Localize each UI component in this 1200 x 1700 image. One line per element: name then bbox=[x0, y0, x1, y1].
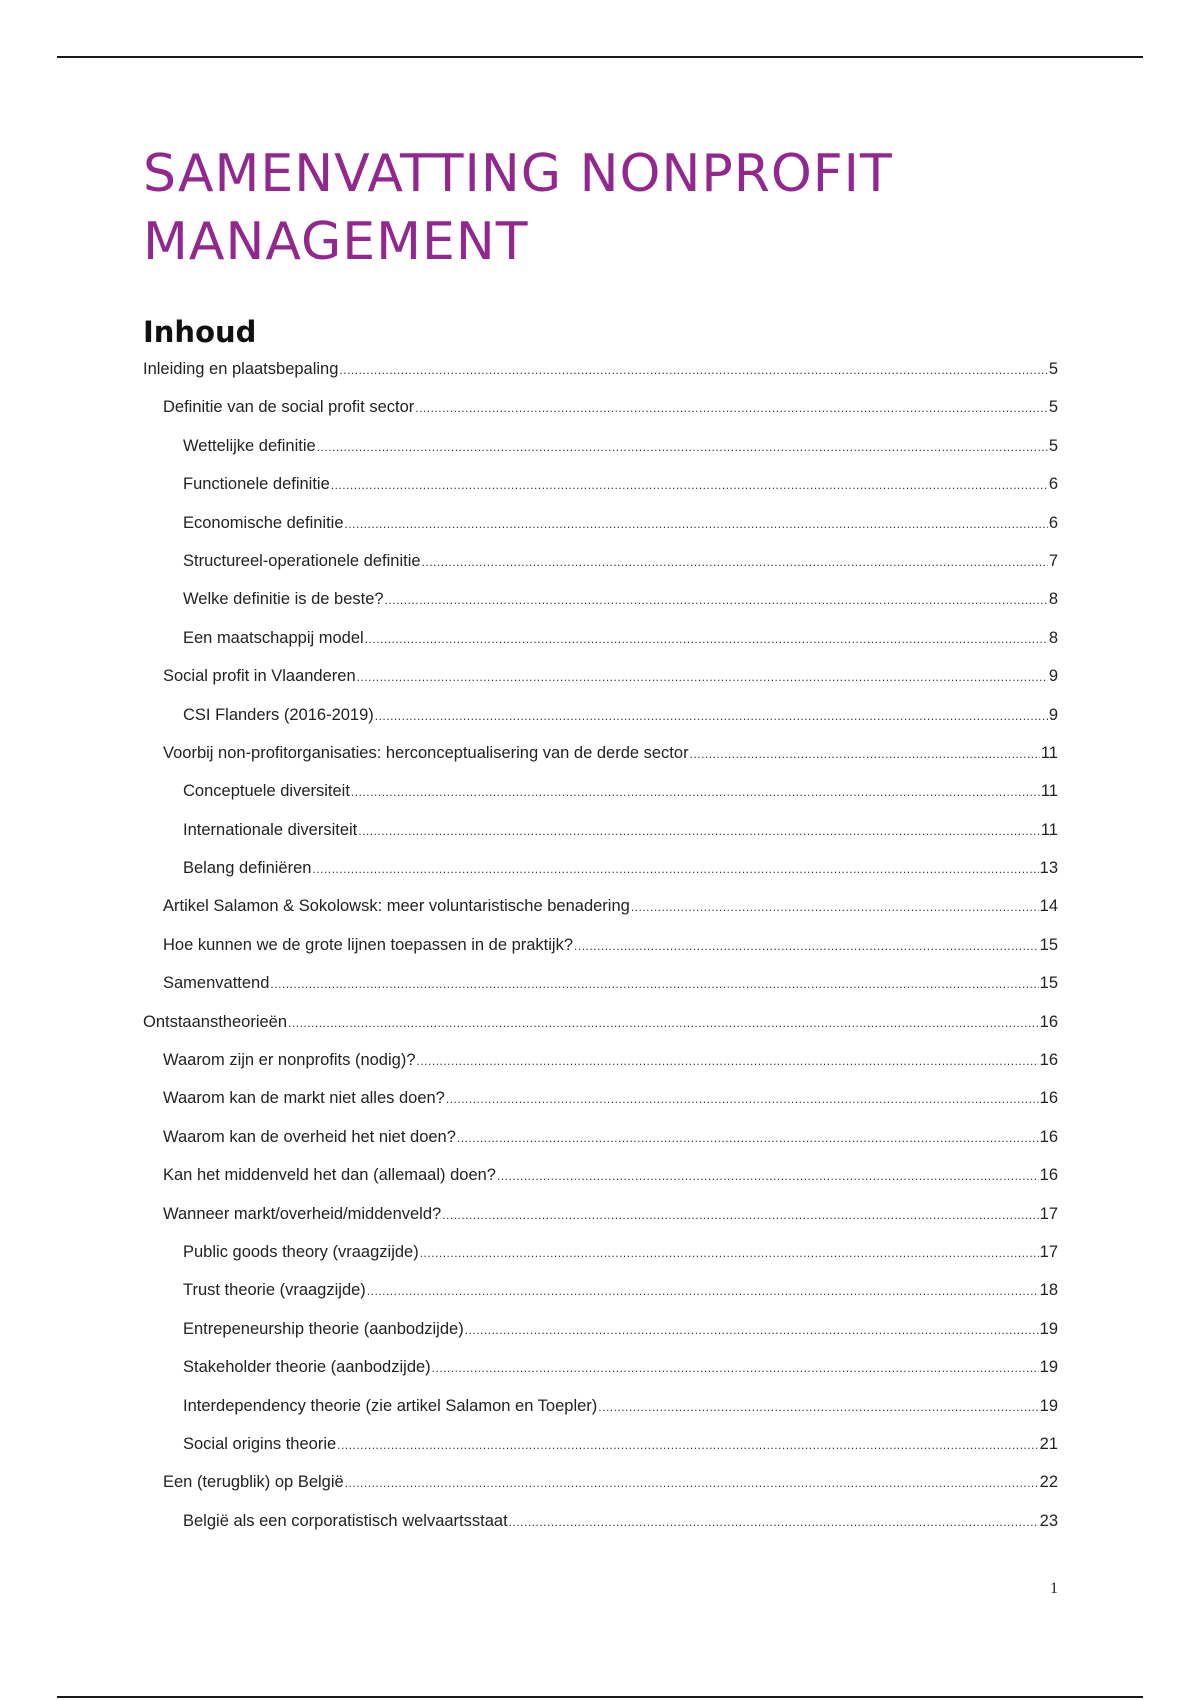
toc-entry[interactable] bbox=[143, 1320, 1058, 1358]
toc-entry-label: Economische definitie bbox=[183, 513, 344, 532]
toc-entry-label: Definitie van de social profit sector bbox=[163, 398, 415, 417]
toc-dot-leader bbox=[345, 1476, 1039, 1490]
document-page bbox=[143, 140, 1058, 1550]
toc-entry[interactable] bbox=[143, 1397, 1058, 1435]
toc-dot-leader bbox=[417, 1054, 1039, 1068]
toc-entry-label: Social origins theorie bbox=[183, 1434, 337, 1453]
toc-entry[interactable] bbox=[143, 514, 1058, 552]
toc-entry-label: Hoe kunnen we de grote lijnen toepassen in de praktijk? bbox=[163, 935, 574, 954]
toc-entry-page: 6 bbox=[1048, 513, 1058, 532]
toc-entry[interactable] bbox=[143, 1243, 1058, 1281]
toc-entry[interactable] bbox=[143, 706, 1058, 744]
toc-entry[interactable] bbox=[143, 437, 1058, 475]
toc-entry-label: Ontstaanstheorieën bbox=[143, 1012, 288, 1031]
toc-entry[interactable] bbox=[143, 936, 1058, 974]
toc-entry[interactable] bbox=[143, 1473, 1058, 1511]
toc-dot-leader bbox=[415, 401, 1048, 415]
toc-entry-page: 6 bbox=[1048, 475, 1058, 494]
toc-dot-leader bbox=[358, 824, 1040, 838]
toc-entry-label: Wettelijke definitie bbox=[183, 436, 316, 455]
toc-dot-leader bbox=[367, 1284, 1039, 1298]
toc-entry-page: 17 bbox=[1039, 1204, 1058, 1223]
toc-dot-leader bbox=[375, 709, 1048, 723]
toc-entry[interactable] bbox=[143, 821, 1058, 859]
toc-entry[interactable] bbox=[143, 1089, 1058, 1127]
toc-dot-leader bbox=[385, 593, 1048, 607]
toc-entry[interactable] bbox=[143, 1166, 1058, 1204]
toc-entry-page: 19 bbox=[1039, 1319, 1058, 1338]
table-of-contents bbox=[143, 360, 1058, 1550]
toc-dot-leader bbox=[288, 1016, 1039, 1030]
toc-entry-page: 5 bbox=[1048, 360, 1058, 378]
toc-entry-page: 15 bbox=[1039, 974, 1058, 993]
toc-dot-leader bbox=[337, 1438, 1038, 1452]
toc-dot-leader bbox=[312, 862, 1038, 876]
toc-dot-leader bbox=[690, 747, 1040, 761]
toc-entry-page: 11 bbox=[1040, 743, 1058, 762]
footer-rule bbox=[57, 1696, 1143, 1698]
toc-entry-page: 7 bbox=[1048, 551, 1058, 570]
toc-entry[interactable] bbox=[143, 667, 1058, 705]
toc-entry-label: Inleiding en plaatsbepaling bbox=[143, 360, 339, 378]
toc-entry-label: Conceptuele diversiteit bbox=[183, 782, 350, 801]
toc-entry[interactable] bbox=[143, 475, 1058, 513]
toc-entry-label: Wanneer markt/overheid/middenveld? bbox=[163, 1204, 442, 1223]
toc-entry[interactable] bbox=[143, 782, 1058, 820]
toc-entry-label: Voorbij non-profitorganisaties: herconceptualisering van de derde sector bbox=[163, 743, 689, 762]
toc-entry-page: 16 bbox=[1039, 1051, 1058, 1070]
toc-entry-page: 19 bbox=[1039, 1396, 1058, 1415]
toc-entry-page: 9 bbox=[1048, 667, 1058, 686]
toc-entry-label: Waarom kan de overheid het niet doen? bbox=[163, 1127, 456, 1146]
toc-entry-label: Entrepeneurship theorie (aanbodzijde) bbox=[183, 1319, 464, 1338]
toc-entry[interactable] bbox=[143, 1358, 1058, 1396]
toc-dot-leader bbox=[420, 1246, 1039, 1260]
toc-dot-leader bbox=[331, 478, 1048, 492]
toc-dot-leader bbox=[442, 1208, 1038, 1222]
toc-entry[interactable] bbox=[143, 1435, 1058, 1473]
toc-entry-label: België als een corporatistisch welvaartsstaat bbox=[183, 1511, 508, 1530]
toc-dot-leader bbox=[497, 1169, 1039, 1183]
toc-entry[interactable] bbox=[143, 1281, 1058, 1319]
toc-dot-leader bbox=[432, 1361, 1039, 1375]
toc-entry[interactable] bbox=[143, 1128, 1058, 1166]
toc-entry[interactable] bbox=[143, 590, 1058, 628]
toc-entry[interactable] bbox=[143, 1051, 1058, 1089]
toc-entry-page: 5 bbox=[1048, 436, 1058, 455]
toc-entry-page: 19 bbox=[1039, 1358, 1058, 1377]
toc-entry-label: CSI Flanders (2016-2019) bbox=[183, 705, 374, 724]
page-number: 1 bbox=[1050, 1580, 1058, 1597]
toc-dot-leader bbox=[351, 785, 1040, 799]
toc-entry-page: 5 bbox=[1048, 398, 1058, 417]
toc-entry-page: 21 bbox=[1039, 1434, 1058, 1453]
toc-entry[interactable] bbox=[143, 1512, 1058, 1550]
toc-entry-page: 11 bbox=[1040, 782, 1058, 801]
toc-entry-page: 16 bbox=[1039, 1166, 1058, 1185]
toc-entry-label: Een (terugblik) op België bbox=[163, 1473, 344, 1492]
toc-dot-leader bbox=[345, 517, 1048, 531]
toc-entry[interactable] bbox=[143, 859, 1058, 897]
toc-dot-leader bbox=[339, 363, 1047, 377]
toc-entry-page: 17 bbox=[1039, 1242, 1058, 1261]
toc-dot-leader bbox=[357, 670, 1048, 684]
toc-entry-label: Artikel Salamon & Sokolowsk: meer voluntaristische benadering bbox=[163, 897, 630, 916]
toc-entry-label: Structureel-operationele definitie bbox=[183, 551, 421, 570]
toc-dot-leader bbox=[457, 1131, 1039, 1145]
toc-entry[interactable] bbox=[143, 552, 1058, 590]
toc-entry[interactable] bbox=[143, 629, 1058, 667]
toc-entry-label: Welke definitie is de beste? bbox=[183, 590, 384, 609]
toc-heading: Inhoud bbox=[143, 315, 257, 349]
toc-entry[interactable] bbox=[143, 398, 1058, 436]
toc-entry-page: 9 bbox=[1048, 705, 1058, 724]
toc-entry-label: Waarom zijn er nonprofits (nodig)? bbox=[163, 1051, 416, 1070]
toc-entry-label: Samenvattend bbox=[163, 974, 270, 993]
toc-entry[interactable] bbox=[143, 1013, 1058, 1051]
document-title: SAMENVATTING NONPROFIT MANAGEMENT bbox=[143, 144, 893, 272]
toc-entry[interactable] bbox=[143, 1205, 1058, 1243]
header-rule bbox=[57, 56, 1143, 58]
toc-dot-leader bbox=[446, 1092, 1039, 1106]
toc-entry-page: 23 bbox=[1039, 1511, 1058, 1530]
toc-entry-page: 13 bbox=[1039, 859, 1058, 878]
toc-entry[interactable] bbox=[143, 974, 1058, 1012]
toc-entry-page: 15 bbox=[1039, 935, 1058, 954]
toc-dot-leader bbox=[465, 1323, 1039, 1337]
toc-dot-leader bbox=[365, 632, 1048, 646]
toc-entry-page: 14 bbox=[1039, 897, 1058, 916]
toc-entry-page: 8 bbox=[1048, 628, 1058, 647]
toc-entry[interactable] bbox=[143, 897, 1058, 935]
toc-entry-label: Functionele definitie bbox=[183, 475, 330, 494]
toc-entry-label: Waarom kan de markt niet alles doen? bbox=[163, 1089, 445, 1108]
toc-dot-leader bbox=[574, 939, 1039, 953]
toc-dot-leader bbox=[317, 440, 1048, 454]
toc-dot-leader bbox=[270, 977, 1038, 991]
toc-entry-label: Stakeholder theorie (aanbodzijde) bbox=[183, 1358, 431, 1377]
toc-dot-leader bbox=[509, 1515, 1039, 1529]
toc-entry-label: Een maatschappij model bbox=[183, 628, 364, 647]
toc-dot-leader bbox=[631, 900, 1039, 914]
toc-entry-label: Trust theorie (vraagzijde) bbox=[183, 1281, 366, 1300]
toc-entry-page: 22 bbox=[1039, 1473, 1058, 1492]
toc-dot-leader bbox=[422, 555, 1048, 569]
toc-entry-label: Belang definiëren bbox=[183, 859, 312, 878]
toc-dot-leader bbox=[598, 1400, 1038, 1414]
toc-entry-label: Interdependency theorie (zie artikel Salamon en Toepler) bbox=[183, 1396, 598, 1415]
toc-entry[interactable] bbox=[143, 744, 1058, 782]
toc-entry-label: Internationale diversiteit bbox=[183, 820, 358, 839]
toc-entry-page: 16 bbox=[1039, 1089, 1058, 1108]
toc-entry-page: 16 bbox=[1039, 1127, 1058, 1146]
toc-entry-label: Social profit in Vlaanderen bbox=[163, 667, 356, 686]
toc-entry-page: 11 bbox=[1040, 820, 1058, 839]
toc-entry-label: Public goods theory (vraagzijde) bbox=[183, 1242, 419, 1261]
toc-entry[interactable] bbox=[143, 360, 1058, 398]
toc-entry-label: Kan het middenveld het dan (allemaal) doen? bbox=[163, 1166, 496, 1185]
toc-entry-page: 8 bbox=[1048, 590, 1058, 609]
toc-entry-page: 16 bbox=[1039, 1012, 1058, 1031]
toc-entry-page: 18 bbox=[1039, 1281, 1058, 1300]
